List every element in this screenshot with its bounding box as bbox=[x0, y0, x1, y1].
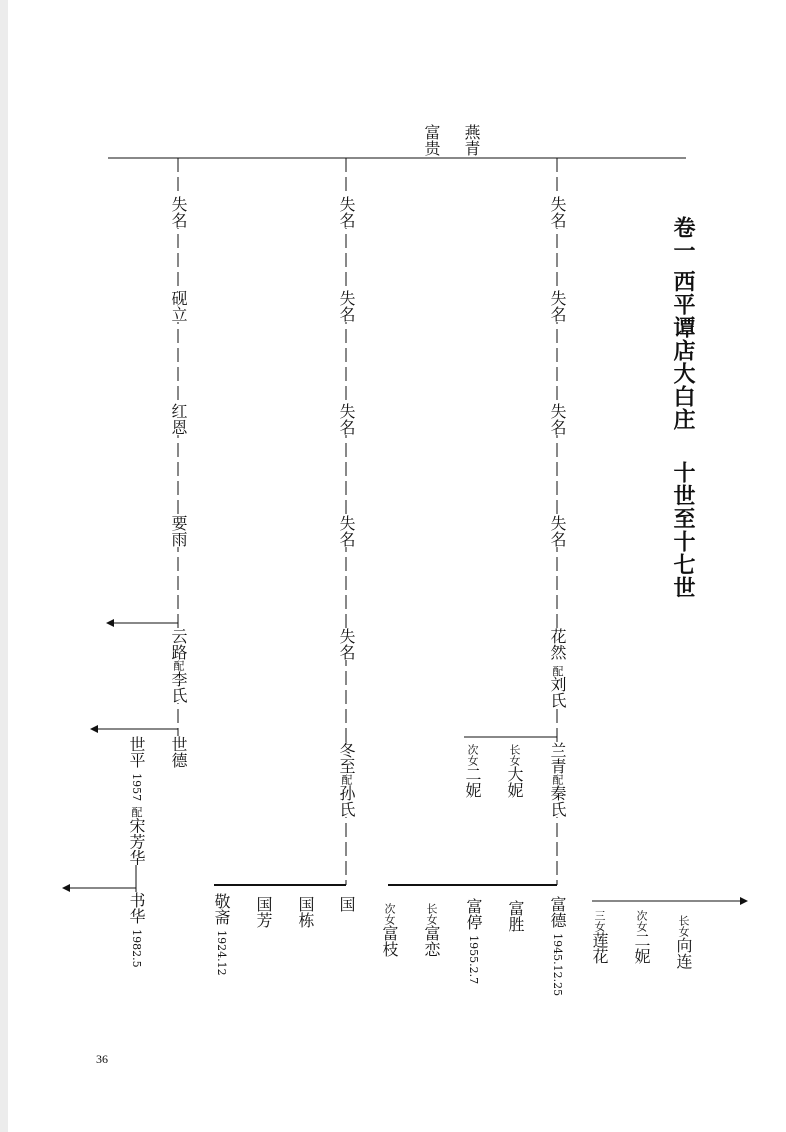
a4-name: 要雨 bbox=[169, 515, 188, 547]
c-child-1: 富德 1945.12.25 bbox=[548, 896, 567, 997]
a8-name: 书华 1982.5 bbox=[127, 892, 146, 968]
c-child-4: 长女富恋 bbox=[422, 903, 441, 957]
a1-name: 失名 bbox=[169, 196, 188, 228]
root-right-name: 燕青 bbox=[462, 124, 481, 156]
b-child-3: 国芳 bbox=[254, 896, 273, 928]
c-child-3: 富停 1955.2.7 bbox=[464, 898, 483, 985]
d-daughter-3: 三女莲花 bbox=[590, 910, 609, 964]
b2-name: 失名 bbox=[337, 290, 356, 322]
d-daughter-2: 次女二妮 bbox=[632, 910, 651, 964]
page-number: 36 bbox=[96, 1052, 108, 1066]
c-daughter-1: 长女大妮 bbox=[505, 744, 524, 798]
a2-name: 砚立 bbox=[169, 290, 188, 322]
volume-title: 卷一西平谭店大白庄十世至十七世 bbox=[670, 216, 696, 599]
c-daughter-2: 次女二妮 bbox=[463, 744, 482, 798]
b5-name: 失名 bbox=[337, 628, 356, 660]
c2-name: 失名 bbox=[548, 290, 567, 322]
c4-name: 失名 bbox=[548, 515, 567, 547]
b3-name: 失名 bbox=[337, 403, 356, 435]
a5-name: 云路配李氏 bbox=[169, 628, 188, 703]
b1-name: 失名 bbox=[337, 196, 356, 228]
c5-name: 花然 配刘氏 bbox=[548, 628, 567, 709]
a3-name: 红恩 bbox=[169, 403, 188, 435]
b-child-1: 国 bbox=[337, 896, 356, 912]
b-child-4: 敬斋 1924.12 bbox=[212, 893, 231, 976]
c1-name: 失名 bbox=[548, 196, 567, 228]
a7-name: 世平 1957 配宋芳华 bbox=[127, 736, 146, 866]
b-child-2: 国栋 bbox=[296, 896, 315, 928]
b4-name: 失名 bbox=[337, 515, 356, 547]
c6-name: 兰青配秦氏 bbox=[548, 742, 567, 817]
root-left-name: 富贵 bbox=[422, 124, 441, 156]
c-child-5: 次女富枝 bbox=[380, 903, 399, 957]
b6-name: 冬至配孙氏 bbox=[337, 742, 356, 817]
d-daughter-1: 长女向连 bbox=[674, 915, 693, 969]
c-child-2: 富胜 bbox=[506, 900, 525, 932]
c3-name: 失名 bbox=[548, 403, 567, 435]
a6-name: 世德 bbox=[169, 736, 188, 768]
